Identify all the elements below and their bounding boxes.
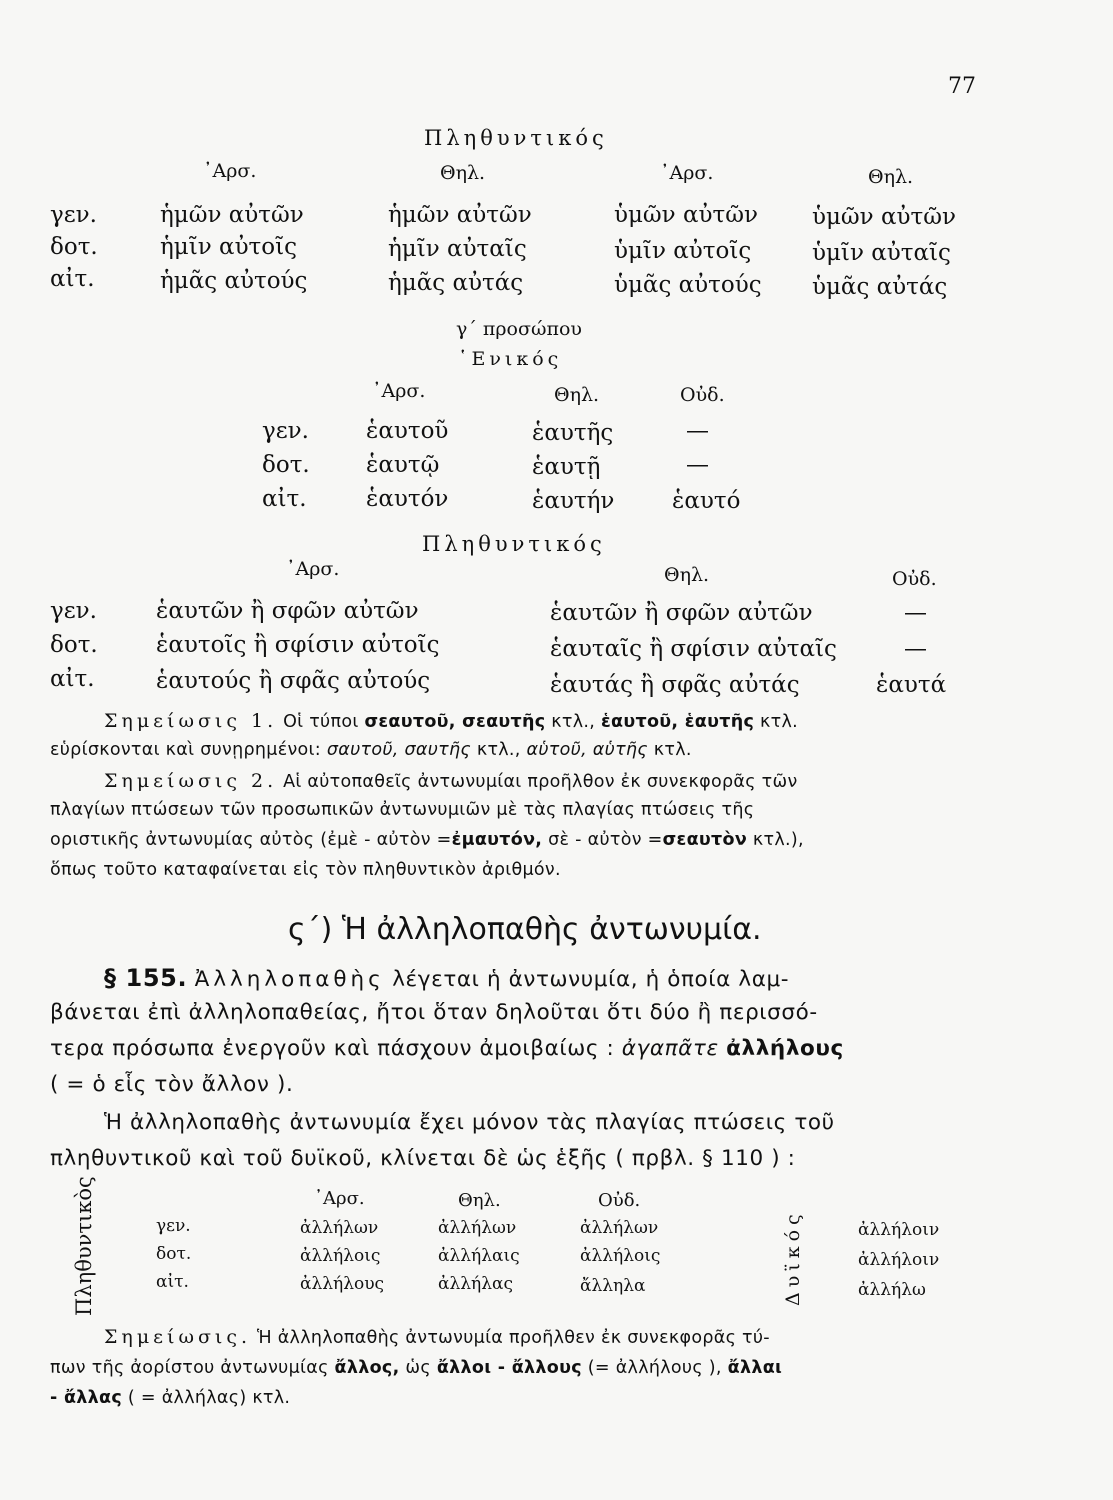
note-text: Ἡ ἀλληλοπαθὴς ἀντωνυμία προῆλθεν ἐκ συνεκφορᾶς τύ- bbox=[256, 1328, 770, 1348]
header-masc: ᾽Αρσ. bbox=[372, 380, 426, 402]
table-cell: ἀλλήλοις bbox=[580, 1246, 661, 1266]
case-label: αἰτ. bbox=[50, 666, 95, 692]
table-cell: ἀλλήλαις bbox=[438, 1246, 520, 1266]
header-neut: Οὐδ. bbox=[680, 384, 725, 406]
table-cell: ἑαυτάς ἢ σφᾶς αὐτάς bbox=[550, 672, 800, 698]
note-text: κτλ. bbox=[653, 740, 692, 760]
paragraph-text: τερα πρόσωπα ἐνεργοῦν καὶ πάσχουν ἀμοιβαίως : bbox=[50, 1036, 615, 1061]
note-text: ὡς bbox=[405, 1358, 431, 1378]
paragraph-155-line-4: ( = ὁ εἷς τὸν ἄλλον ). bbox=[50, 1072, 294, 1097]
plural-title: Πληθυντικός bbox=[424, 126, 608, 150]
table-cell: ἑαυτῆς bbox=[532, 420, 614, 446]
section-subheading: γ΄ προσώπου bbox=[456, 318, 582, 340]
note-bold: ἄλλαι bbox=[727, 1358, 783, 1378]
table-cell: ἑαυτῶν ἢ σφῶν αὐτῶν bbox=[156, 598, 419, 624]
section-number: § 155. bbox=[104, 964, 188, 992]
header-fem: Θηλ. bbox=[868, 166, 914, 188]
case-label: δοτ. bbox=[156, 1244, 192, 1264]
paragraph-bold: ἀλλήλους bbox=[726, 1036, 844, 1061]
note-bold: - ἄλλας bbox=[50, 1388, 123, 1408]
case-label: δοτ. bbox=[50, 632, 98, 658]
note-1-line-2 bbox=[50, 740, 692, 760]
table-cell: ἑαυτούς ἢ σφᾶς αὐτούς bbox=[156, 668, 431, 694]
table-cell: ἑαυτοῖς ἢ σφίσιν αὐτοῖς bbox=[156, 632, 440, 658]
note-text: εὑρίσκονται καὶ συνῃρημένοι: bbox=[50, 740, 321, 760]
case-label: γεν. bbox=[156, 1216, 191, 1236]
case-label: δοτ. bbox=[50, 234, 98, 260]
note-text: κτλ. bbox=[760, 712, 798, 732]
note-3-line-1 bbox=[104, 1326, 770, 1348]
header-neut: Οὐδ. bbox=[892, 568, 937, 590]
header-fem: Θηλ. bbox=[440, 162, 486, 184]
header-fem: Θηλ. bbox=[458, 1190, 501, 1211]
note-text: ( = ἀλλήλας) κτλ. bbox=[127, 1388, 291, 1408]
dual-cell: ἀλλήλοιν bbox=[858, 1250, 940, 1270]
table-cell: — bbox=[686, 418, 709, 444]
header-fem: Θηλ. bbox=[554, 384, 600, 406]
note-bold: σεαυτοῦ, σεαυτῆς bbox=[364, 712, 546, 732]
header-neut: Οὐδ. bbox=[598, 1190, 641, 1211]
note-label: Σημείωσις. bbox=[104, 1326, 252, 1348]
note-2-line-2: πλαγίων πτώσεων τῶν προσωπικῶν ἀντωνυμιῶν μὲ τὰς πλαγίας πτώσεις τῆς bbox=[50, 800, 755, 820]
paragraph-155-line-3 bbox=[50, 1036, 844, 1061]
dual-cell: ἀλλήλοιν bbox=[858, 1220, 940, 1240]
note-text: κτλ.), bbox=[752, 830, 804, 850]
dual-vertical-label: Δυϊκός bbox=[782, 1209, 804, 1306]
table-cell: ἑαυτῷ bbox=[366, 452, 440, 478]
note-2-line-1 bbox=[104, 770, 798, 792]
table-cell: ὑμῖν αὐτοῖς bbox=[614, 238, 752, 264]
note-bold: ἐμαυτόν, bbox=[451, 830, 543, 850]
table-cell: ἡμᾶς αὐτούς bbox=[160, 268, 308, 294]
note-label: Σημείωσις 1. bbox=[104, 710, 278, 732]
table-cell: ἀλλήλους bbox=[300, 1274, 385, 1294]
table-cell: ἑαυτῇ bbox=[532, 454, 601, 480]
table-cell: — bbox=[904, 636, 927, 662]
note-text: πων τῆς ἀορίστου ἀντωνυμίας bbox=[50, 1358, 329, 1378]
table-cell: ὑμᾶς αὐτάς bbox=[812, 274, 948, 300]
note-italic: αὑτοῦ, αὑτῆς bbox=[526, 740, 648, 760]
singular-title: ῾Ενικός bbox=[458, 348, 563, 370]
table-cell: ὑμῶν αὐτῶν bbox=[614, 202, 758, 228]
note-2-line-3 bbox=[50, 830, 804, 850]
plural-vertical-label: Πληθυντικὸς bbox=[72, 1176, 96, 1316]
note-bold: ἄλλοι - ἄλλους bbox=[436, 1358, 582, 1378]
header-masc: ᾽Αρσ. bbox=[286, 558, 340, 580]
table-cell: ὑμᾶς αὐτούς bbox=[614, 272, 762, 298]
dual-cell: ἀλλήλω bbox=[858, 1280, 926, 1300]
table-cell: ἑαυτόν bbox=[366, 486, 449, 512]
table-cell: ἑαυτό bbox=[672, 488, 741, 514]
note-text: Οἱ τύποι bbox=[283, 712, 359, 732]
page-number: 77 bbox=[948, 74, 976, 99]
case-label: γεν. bbox=[50, 598, 97, 624]
note-3-line-3 bbox=[50, 1388, 290, 1408]
table-cell: — bbox=[686, 452, 709, 478]
table-cell: ἀλλήλας bbox=[438, 1274, 513, 1294]
paragraph-155-line-2: βάνεται ἐπὶ ἀλληλοπαθείας, ἤτοι ὅταν δηλοῦται ὅτι δύο ἢ περισσό- bbox=[50, 1000, 818, 1025]
case-label: αἰτ. bbox=[262, 486, 307, 512]
case-label: αἰτ. bbox=[50, 266, 95, 292]
paragraph-text: λέγεται ἡ ἀντωνυμία, ἡ ὁποία λαμ- bbox=[392, 967, 790, 992]
note-bold: σεαυτὸν bbox=[662, 830, 748, 850]
note-text: Αἱ αὐτοπαθεῖς ἀντωνυμίαι προῆλθον ἐκ συνεκφορᾶς τῶν bbox=[283, 772, 798, 792]
note-3-line-2 bbox=[50, 1358, 782, 1378]
case-label: γεν. bbox=[262, 418, 309, 444]
table-cell: ἡμῖν αὐταῖς bbox=[388, 236, 527, 262]
paragraph-2-line-1: Ἡ ἀλληλοπαθὴς ἀντωνυμία ἔχει μόνον τὰς πλαγίας πτώσεις τοῦ bbox=[104, 1110, 835, 1135]
header-fem: Θηλ. bbox=[664, 564, 710, 586]
note-1-line-1 bbox=[104, 710, 798, 732]
paragraph-155-line-1 bbox=[104, 964, 789, 992]
note-text: κτλ., bbox=[551, 712, 596, 732]
table-cell: — bbox=[904, 600, 927, 626]
table-cell: ὑμῶν αὐτῶν bbox=[812, 204, 956, 230]
table-cell: ἀλλήλων bbox=[300, 1218, 379, 1238]
note-text: σὲ - αὐτὸν = bbox=[548, 830, 663, 850]
paragraph-italic: ἀγαπᾶτε bbox=[621, 1036, 719, 1061]
note-label: Σημείωσις 2. bbox=[104, 770, 278, 792]
table-cell: ἑαυταῖς ἢ σφίσιν αὐταῖς bbox=[550, 636, 837, 662]
header-masc: ᾽Αρσ. bbox=[314, 1188, 365, 1209]
case-label: δοτ. bbox=[262, 452, 310, 478]
note-text: οριστικῆς ἀντωνυμίας αὐτὸς (ἐμὲ - αὐτὸν = bbox=[50, 830, 452, 850]
note-bold: ἑαυτοῦ, ἑαυτῆς bbox=[601, 712, 755, 732]
table-cell: ἑαυτά bbox=[876, 672, 947, 698]
paragraph-2-line-2: πληθυντικοῦ καὶ τοῦ δυϊκοῦ, κλίνεται δὲ ὡς ἑξῆς ( πρβλ. § 110 ) : bbox=[50, 1146, 796, 1171]
note-bold: ἄλλος, bbox=[334, 1358, 400, 1378]
note-2-line-4: ὅπως τοῦτο καταφαίνεται εἰς τὸν πληθυντικὸν ἀριθμόν. bbox=[50, 860, 561, 880]
header-masc: ᾽Αρσ. bbox=[660, 162, 714, 184]
section-heading: ς΄) Ἡ ἀλληλοπαθὴς ἀντωνυμία. bbox=[288, 912, 762, 947]
note-text: κτλ., bbox=[476, 740, 521, 760]
table-cell: ἀλλήλων bbox=[438, 1218, 517, 1238]
table-cell: ἑαυτῶν ἢ σφῶν αὐτῶν bbox=[550, 600, 813, 626]
table-cell: ἄλληλα bbox=[580, 1276, 646, 1296]
table-cell: ἡμᾶς αὐτάς bbox=[388, 270, 524, 296]
note-text: (= ἀλλήλους ), bbox=[587, 1358, 722, 1378]
term: Ἀλληλοπαθὴς bbox=[194, 967, 385, 992]
table-cell: ἑαυτοῦ bbox=[366, 418, 449, 444]
header-masc: ᾽Αρσ. bbox=[203, 160, 257, 182]
case-label: γεν. bbox=[50, 202, 97, 228]
case-label: αἰτ. bbox=[156, 1272, 189, 1292]
plural-title: Πληθυντικός bbox=[422, 532, 606, 556]
table-cell: ἀλλήλων bbox=[580, 1218, 659, 1238]
table-cell: ἡμῶν αὐτῶν bbox=[388, 202, 532, 228]
note-italic: σαυτοῦ, σαυτῆς bbox=[326, 740, 471, 760]
table-cell: ἀλλήλοις bbox=[300, 1246, 381, 1266]
table-cell: ὑμῖν αὐταῖς bbox=[812, 240, 951, 266]
table-cell: ἡμῶν αὐτῶν bbox=[160, 202, 304, 228]
table-cell: ἡμῖν αὐτοῖς bbox=[160, 234, 298, 260]
table-cell: ἑαυτήν bbox=[532, 488, 615, 514]
